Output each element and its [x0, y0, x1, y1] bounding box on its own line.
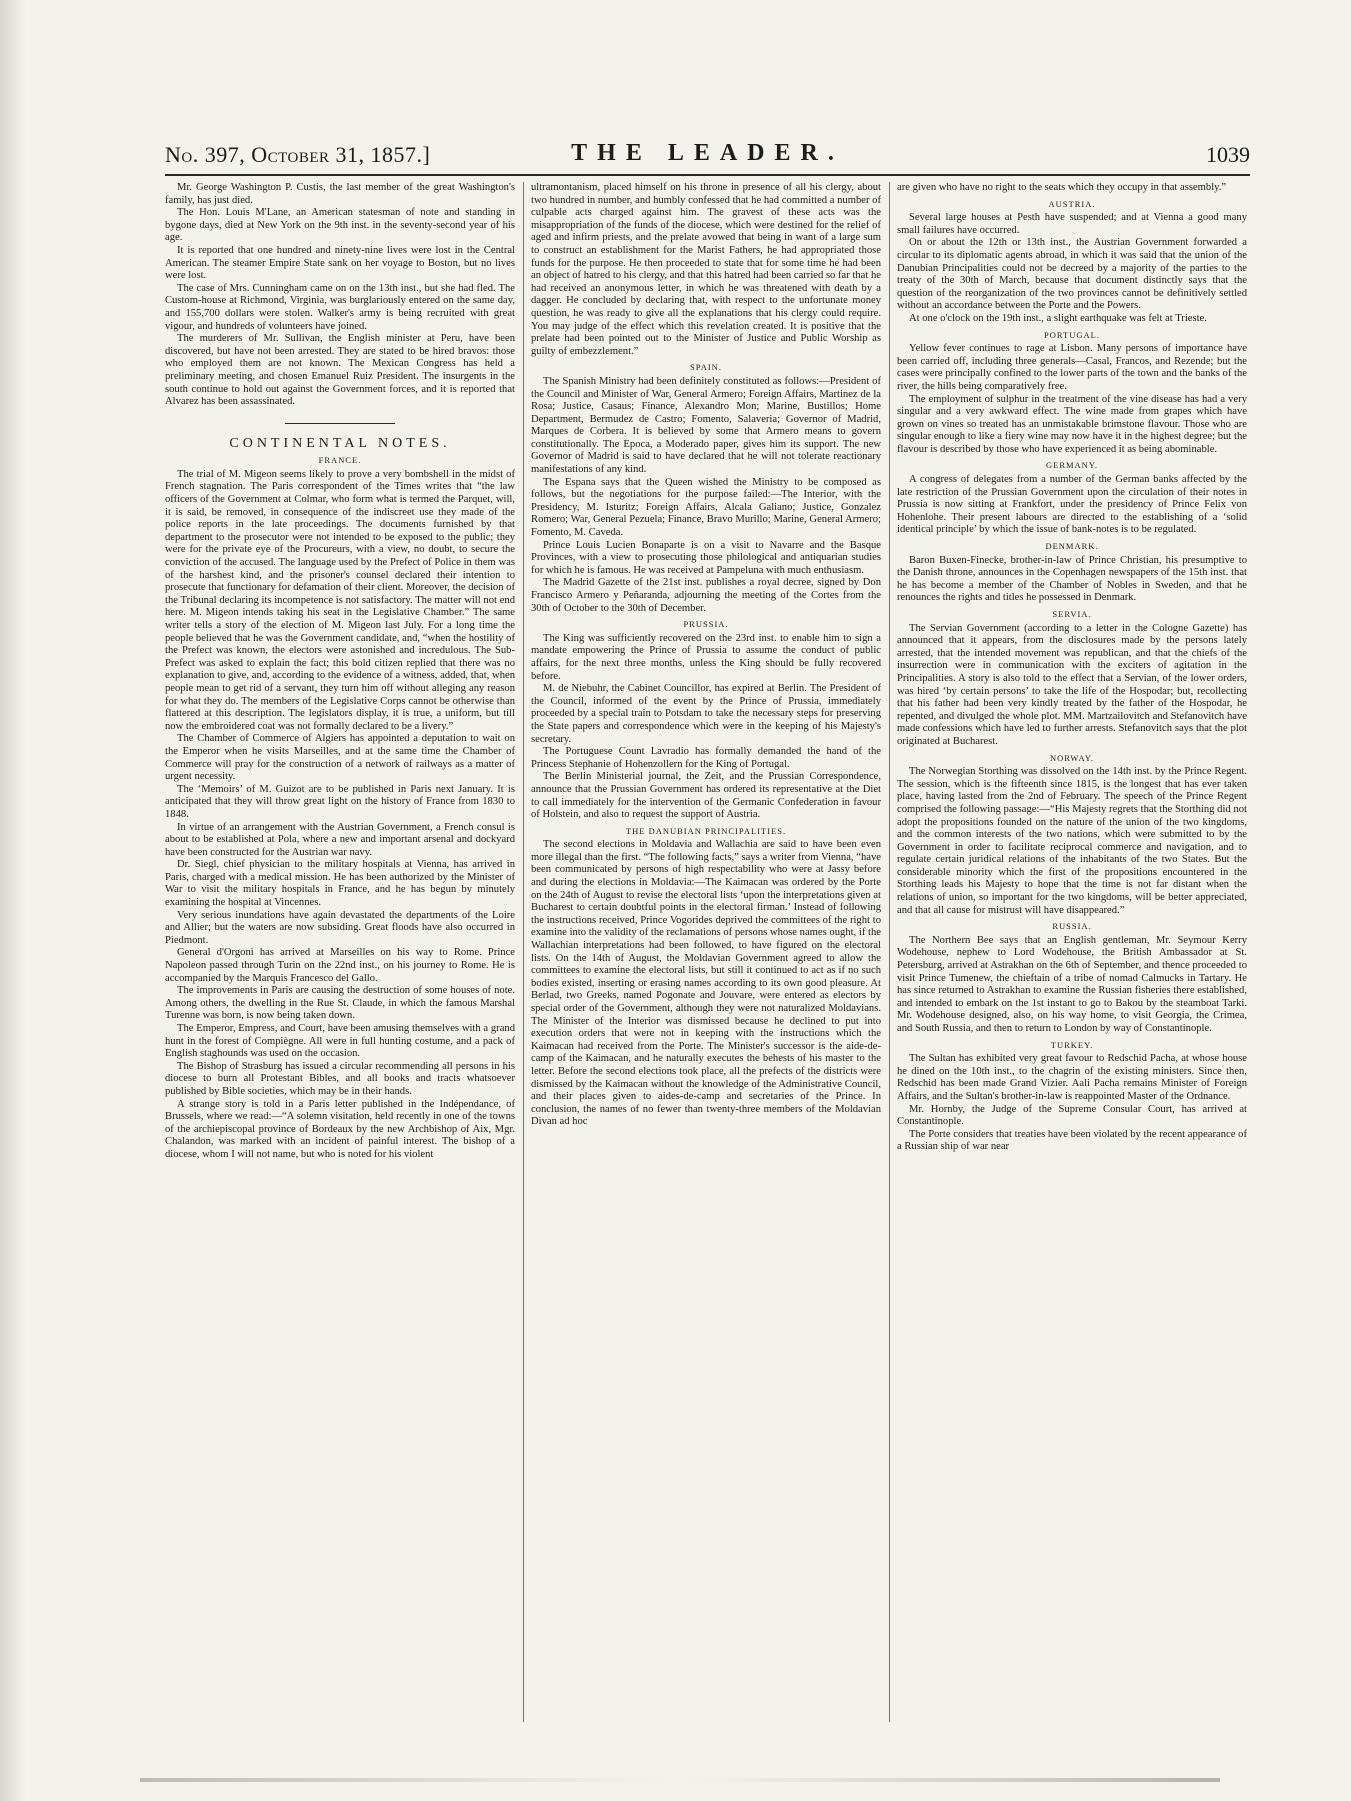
- paragraph: Dr. Siegl, chief physician to the military hospitals at Vienna, has arrived in Paris, charged with a medical mission. He has been authorized by the Minister of War to visit the military hospitals in France, and he has begun by minutely examining the hospital at Vincennes.: [165, 859, 515, 909]
- subheading-danubian: THE DANUBIAN PRINCIPALITIES.: [625, 825, 787, 836]
- paragraph: The employment of sulphur in the treatment of the vine disease has had a very singular and a very awkward effect. The wine made from grapes which have grown on vines so treated has an unmistakable brimstone flavour. Those who are singular enough to like a fiery wine may now have it in the highest degree; but the flavour is described by those who have experienced it as being abominable.: [897, 393, 1247, 455]
- subheading-france: FRANCE.: [318, 455, 362, 466]
- page-number: 1039: [1206, 142, 1250, 167]
- paragraph: It is reported that one hundred and ninety-nine lives were lost in the Central American. The steamer Empire State sank on her voyage to Boston, but no lives were lost.: [165, 244, 515, 282]
- subheading-denmark: DENMARK.: [1045, 541, 1099, 552]
- paragraph: A strange story is told in a Paris letter published in the Indépendance, of Brussels, where we read:—“A solemn visitation, held recently in one of the towns of the archiepiscopal province of Bordeaux by the new Archbishop of Aix, Mgr. Chalandon, was marked with an incident of painful interest. The bishop of a diocese, whom I will not name, but who is noted for his violent: [165, 1098, 515, 1160]
- paragraph: The trial of M. Migeon seems likely to prove a very bombshell in the midst of French stagnation. The Paris correspondent of the Times writes that “the law officers of the Government at Colmar, who form what is termed the Parquet, will, it is said, be removed, in consequence of the indiscreet use they made of the police reports in the late proceedings. The documents furnished by that department to the prosecutor were not intended to be exposed to the public; they were for the private eye of the Procureurs, with a view, no doubt, to secure the conviction of the accused. The language used by the Prefect of Police in them was of the harshest kind, and the prisoner's counsel declared their intention to prosecute that functionary for defamation of their client. Moreover, the decision of the Tribunal declaring its incompetence is not satisfactory. The matter will not end here. M. Migeon intends taking his seat in the Legislative Chamber.” The same writer tells a story of the election of M. Migeon last July. For a long time the people believed that he was the Government candidate, and, “when the hostility of the Prefect was known, the electors were astonished and incredulous. The Sub-Prefect was asked to explain the fact; this bold citizen replied that there was no explanation to give, and, according to the evidence of a witness, added, that, when people mean to get rid of a servant, they turn him off without alleging any reason for what they do. The members of the Legislative Corps cannot be otherwise than flattered at this description. The legislators display, it is true, a uniform, but till now the embroidered coat was not formally declared to be a livery.”: [165, 468, 515, 732]
- section-title: CONTINENTAL NOTES.: [229, 435, 451, 451]
- paragraph: The Norwegian Storthing was dissolved on the 14th inst. by the Prince Regent. The session, which is the fifteenth since 1815, is the longest that has ever taken place, having lasted from the 2nd of February. The speech of the Prince Regent comprised the following passage:—“His Majesty regrets that the Storthing did not adopt the propositions founded on the nature of the union of the two kingdoms, and the common interests of the two nations, which were submitted to by the Government in order to facilitate reciprocal commerce and navigation, and to regulate certain juridical relations of the inhabitants of the two States. But the considerable minority which the first of the propositions encountered in the Storthing leads his Majesty to hope that the time is not far distant when the relations of union, so important for the two kingdoms, will be better appreciated, and that all cause for mistrust will have disappeared.”: [897, 766, 1247, 916]
- paragraph: The murderers of Mr. Sullivan, the English minister at Peru, have been discovered, but have not been arrested. They are stated to be hired bravos: those who employed them are not known. The Mexican Congress has held a preliminary meeting, and chosen Emanuel Ruiz President. The insurgents in the south continue to hold out against the Government forces, and it is reported that Alvarez has been assassinated.: [165, 333, 515, 408]
- columns: [165, 182, 1250, 1722]
- paragraph: Several large houses at Pesth have suspended; and at Vienna a good many small failures have occurred.: [897, 212, 1247, 236]
- subheading-portugal: PORTUGAL.: [1044, 329, 1100, 340]
- paragraph: The Espana says that the Queen wished the Ministry to be composed as follows, but the negotiations for the purpose failed:—The Interior, with the Presidency, M. Isturitz; Foreign Affairs, Alcala Galiano; Justice, Gonzalez Romero; War, General Pezuela; Finance, Bravo Murillo; Marine, General Armero; Fomento, M. Caveda.: [531, 476, 881, 539]
- subheading-servia: SERVIA.: [1052, 609, 1092, 619]
- paragraph: The Spanish Ministry had been definitely constituted as follows:—President of the Council and Minister of War, General Armero; Foreign Affairs, Martinez de la Rosa; Justice, Casaus; Finance, Alexandro Mon; Marine, Bustillos; Home Department, Bermudez de Castro; Fomento, Salaveria; Governor of Madrid, Marques de Corbera. It is believed by some that Armero means to govern constitutionally. The Epoca, a Moderado paper, gives him its support. The new Governor of Madrid is said to have declared that he will not tolerate reactionary manifestations of any kind.: [531, 375, 881, 476]
- paragraph: On or about the 12th or 13th inst., the Austrian Government forwarded a circular to its diplomatic agents abroad, in which it was said that the union of the Danubian Principalities could not be decreed by a majority of the parties to the treaty of the 30th of March, because that document distinctly says that the question of the reorganization of the two provinces cannot be definitively settled without an accordance between the Porte and the Powers.: [897, 237, 1247, 312]
- paragraph: In virtue of an arrangement with the Austrian Government, a French consul is about to be established at Pola, where a new and important arsenal and dockyard have been constructed for the Austrian war navy.: [165, 821, 515, 858]
- paragraph: The Berlin Ministerial journal, the Zeit, and the Prussian Correspondence, announce that the Prussian Government has ordered its representative at the Diet to call immediately for the intervention of the Germanic Confederation in favour of Holstein, and also to request the support of Austria.: [531, 771, 881, 821]
- newspaper-page: [165, 140, 1250, 1760]
- page-header: [165, 140, 1250, 176]
- paragraph: The Bishop of Strasburg has issued a circular recommending all persons in his diocese to burn all Protestant Bibles, and all books and tracts whatsoever published by Bible societies, which may be in their hands.: [165, 1060, 515, 1097]
- paragraph: The improvements in Paris are causing the destruction of some houses of note. Among others, the dwelling in the Rue St. Claude, in which the famous Marshal Turenne was born, is now being taken down.: [165, 985, 515, 1022]
- paragraph: Very serious inundations have again devastated the departments of the Loire and Allier; but the waters are now subsiding. Great floods have also occurred in Piedmont.: [165, 909, 515, 946]
- paragraph: The Madrid Gazette of the 21st inst. publishes a royal decree, signed by Don Francisco Armero y Peñaranda, adjourning the meeting of the Cortes from the 30th of October to the 30th of December.: [531, 577, 881, 614]
- subheading-turkey: TURKEY.: [1050, 1039, 1094, 1050]
- subheading-germany: GERMANY.: [1045, 460, 1098, 471]
- paragraph: Baron Buxen-Finecke, brother-in-law of Prince Christian, his presumptive to the Danish throne, announces in the Copenhagen newspapers of the 15th inst. that he has become a member of the Chamber of Nobles in Sweden, and that he renounces the rights and titles he possessed in Denmark.: [897, 554, 1247, 604]
- column-1: [165, 182, 515, 1722]
- paragraph: The Chamber of Commerce of Algiers has appointed a deputation to wait on the Emperor when he visits Marseilles, and at the same time the Chamber of Commerce will pray for the construction of a network of railways as a matter of urgent necessity.: [165, 733, 515, 783]
- subheading-norway: NORWAY.: [1049, 752, 1095, 763]
- column-rule: [523, 182, 524, 1722]
- scan-edge: [0, 0, 26, 1801]
- paragraph: Prince Louis Lucien Bonaparte is on a visit to Navarre and the Basque Provinces, with a view to prosecuting those philological and antiquarian studies for which he is famous. He was received at Pampeluna with much enthusiasm.: [531, 539, 881, 576]
- separator-rule: [285, 423, 395, 424]
- paragraph: At one o'clock on the 19th inst., a slight earthquake was felt at Trieste.: [909, 312, 1207, 324]
- paragraph: M. de Niebuhr, the Cabinet Councillor, has expired at Berlin. The President of the Council, informed of the event by the Prince of Prussia, immediately proceeded by a special train to Potsdam to take the necessary steps for preserving the State papers and correspondence which were in the keeping of his Majesty's secretary.: [531, 683, 881, 745]
- masthead: THE LEADER.: [571, 140, 844, 166]
- paragraph: Yellow fever continues to rage at Lisbon. Many persons of importance have been carried off, including three generals—Casal, Francos, and Rezende; but the cases were principally confined to the lower parts of the town and the banks of the river, the hills being comparatively free.: [897, 343, 1247, 392]
- paragraph: The Sultan has exhibited very great favour to Redschid Pacha, at whose house he dined on the 10th inst., to the chagrin of the existing ministers. Since then, Redschid has been made Grand Vizier. Aali Pacha remains Minister of Foreign Affairs, and the Sultan's brother-in-law is reappointed Master of the Ordnance.: [897, 1053, 1247, 1102]
- paragraph: The case of Mrs. Cunningham came on on the 13th inst., but she had fled. The Custom-house at Richmond, Virginia, was burglariously entered on the same day, and 155,700 dollars were stolen. Walker's army is being recruited with great vigour, and hundreds of volunteers have joined.: [165, 282, 515, 332]
- paragraph: Mr. George Washington P. Custis, the last member of the great Washington's family, has just died.: [165, 182, 515, 206]
- paragraph: Mr. Hornby, the Judge of the Supreme Consular Court, has arrived at Constantinople.: [897, 1103, 1247, 1128]
- column-rule: [889, 182, 890, 1722]
- scan-smudge: [140, 1778, 1220, 1782]
- subheading-austria: AUSTRIA.: [1048, 198, 1096, 209]
- issue-line: No. 397, October 31, 1857.]: [165, 142, 431, 167]
- paragraph: The Emperor, Empress, and Court, have been amusing themselves with a grand hunt in the forest of Compiègne. All were in full hunting costume, and a pack of English staghounds was used on the occasion.: [165, 1023, 515, 1060]
- paragraph: The Northern Bee says that an English gentleman, Mr. Seymour Kerry Wodehouse, nephew to Lord Wodehouse, the British Ambassador at St. Petersburg, arrived at Astrakhan on the 6th of September, and thence proceeded to visit Prince Tumenew, the chieftain of a tribe of nomad Calmucks in Tartary. He has since returned to Astrakhan to examine the Russian fisheries there established, and intended to embark on the 1st instant to go to Bakou by the steamboat Tarki. Mr. Wodehouse designed, also, on his way home, to visit Georgia, the Crimea, and South Russia, and then to return to London by way of Constantinople.: [897, 934, 1247, 1034]
- paragraph: General d'Orgoni has arrived at Marseilles on his way to Rome. Prince Napoleon passed through Turin on the 22nd inst., on his journey to Rome. He is accompanied by the Marquis Francesco del Gallo.: [165, 947, 515, 984]
- paragraph: The Porte considers that treaties have been violated by the recent appearance of a Russian ship of war near: [897, 1128, 1247, 1153]
- paragraph: The King was sufficiently recovered on the 23rd inst. to enable him to sign a mandate empowering the Prince of Prussia to assume the conduct of public affairs, for the next three months, unless the King should be fully recovered before.: [531, 632, 881, 682]
- paragraph: The Portuguese Count Lavradio has formally demanded the hand of the Princess Stephanie of Hohenzollern for the King of Portugal.: [531, 746, 881, 770]
- paragraph: The Servian Government (according to a letter in the Cologne Gazette) has announced that it appears, from the disclosures made by the persons lately arrested, that the intended movement was republican, and that the chiefs of the insurrection were in communication with the exciters of agitation in the Principalities. A story is also told to the effect that a Servian, of the lower orders, was hired ‘by certain persons’ to take the life of the Hospodar; but, recollecting that his father had been very kindly treated by the father of the Hospodar, he repented, and divulged the whole plot. MM. Martzailovitch and Stefanovitch have made confessions which have led to further arrests. Stefanovitch says that the plot originated at Bucharest.: [897, 622, 1247, 747]
- paragraph: are given who have no right to the seats which they occupy in that assembly.”: [897, 182, 1227, 193]
- subheading-prussia: PRUSSIA.: [683, 619, 729, 630]
- paragraph: A congress of delegates from a number of the German banks affected by the late restriction of the Prussian Government upon the circulation of their notes in Prussia is now sitting at Frankfort, under the presidency of Prince Felix von Hohenlohe. Their present labours are directed to the establishing of a ‘solid identical principle’ by which the issue of bank-notes is to be regulated.: [897, 474, 1247, 536]
- paragraph: The Hon. Louis M'Lane, an American statesman of note and standing in bygone days, died at New York on the 9th inst. in the seventy-second year of his age.: [165, 207, 515, 244]
- column-3: [897, 182, 1247, 1722]
- column-2: [531, 182, 881, 1722]
- subheading-russia: RUSSIA.: [1052, 921, 1092, 932]
- paragraph: ultramontanism, placed himself on his throne in presence of all his clergy, about two hundred in number, and humbly confessed that he had committed a number of culpable acts charged against him. The gravest of these acts was the misappropriation of the funds of the diocese, which were destined for the relief of aged and infirm priests, and the prelate avowed that being in want of a large sum to construct an establishment for the Marist Fathers, he had appropriated those funds for the purpose. He then proceeded to state that for some time he had been an object of hatred to his clergy, and that this hatred had been carried so far that he had received an anonymous letter, in which he was threatened with death by a dagger. He concluded by declaring that, with respect to the unfortunate money question, he was ready to give all the explanations that his clergy could require. You may judge of the effect which this revelation created. It is positive that the prelate had been pointed out to the Minister of Justice and Public Worship as guilty of embezzlement.”: [531, 182, 881, 357]
- paragraph: The ‘Memoirs’ of M. Guizot are to be published in Paris next January. It is anticipated that they will throw great light on the history of France from 1830 to 1848.: [165, 783, 515, 820]
- subheading-spain: SPAIN.: [690, 362, 722, 373]
- paragraph: The second elections in Moldavia and Wallachia are said to have been even more illegal than the first. “The following facts,” says a writer from Vienna, “have been communicated by persons of high respectability who were at Jassy before and during the elections in Moldavia:—The Kaimacan was ordered by the Porte on the 24th of August to revise the electoral lists ‘upon the interpretations given at Bucharest to certain doubtful points in the electoral firman.’ Instead of following the instructions received, Prince Vogorides deprived the committees of the right to examine into the validity of the reclamations of persons whose names ought, if the Wallachian interpretations had been followed, to have figured on the electoral lists. On the 14th of August, the Moldavian Government agreed to allow the committees to examine the electoral lists, but still it continued to act as if no such bodies existed, inserting or erasing names according to its own good pleasure. At Berlad, two Greeks, named Pogonate and Jouvare, were entered as electors by special order of the Government, although they were not naturalized Moldavians. The Minister of the Interior was dismissed because he declined to put into execution orders that were not in keeping with the instructions which the Kaimacan had received from the Porte. The Minister's successor is the aide-de-camp of the Kaimacan, and he naturally executes the behests of his master to the letter. Before the second elections took place, all the prefects of the districts were dismissed by the Kaimacan without the knowledge of the Administrative Council, and their places given to aides-de-camp and secretaries of the Prince. In conclusion, the names of no fewer than twenty-three members of the Moldavian Divan ad hoc: [531, 839, 881, 1128]
